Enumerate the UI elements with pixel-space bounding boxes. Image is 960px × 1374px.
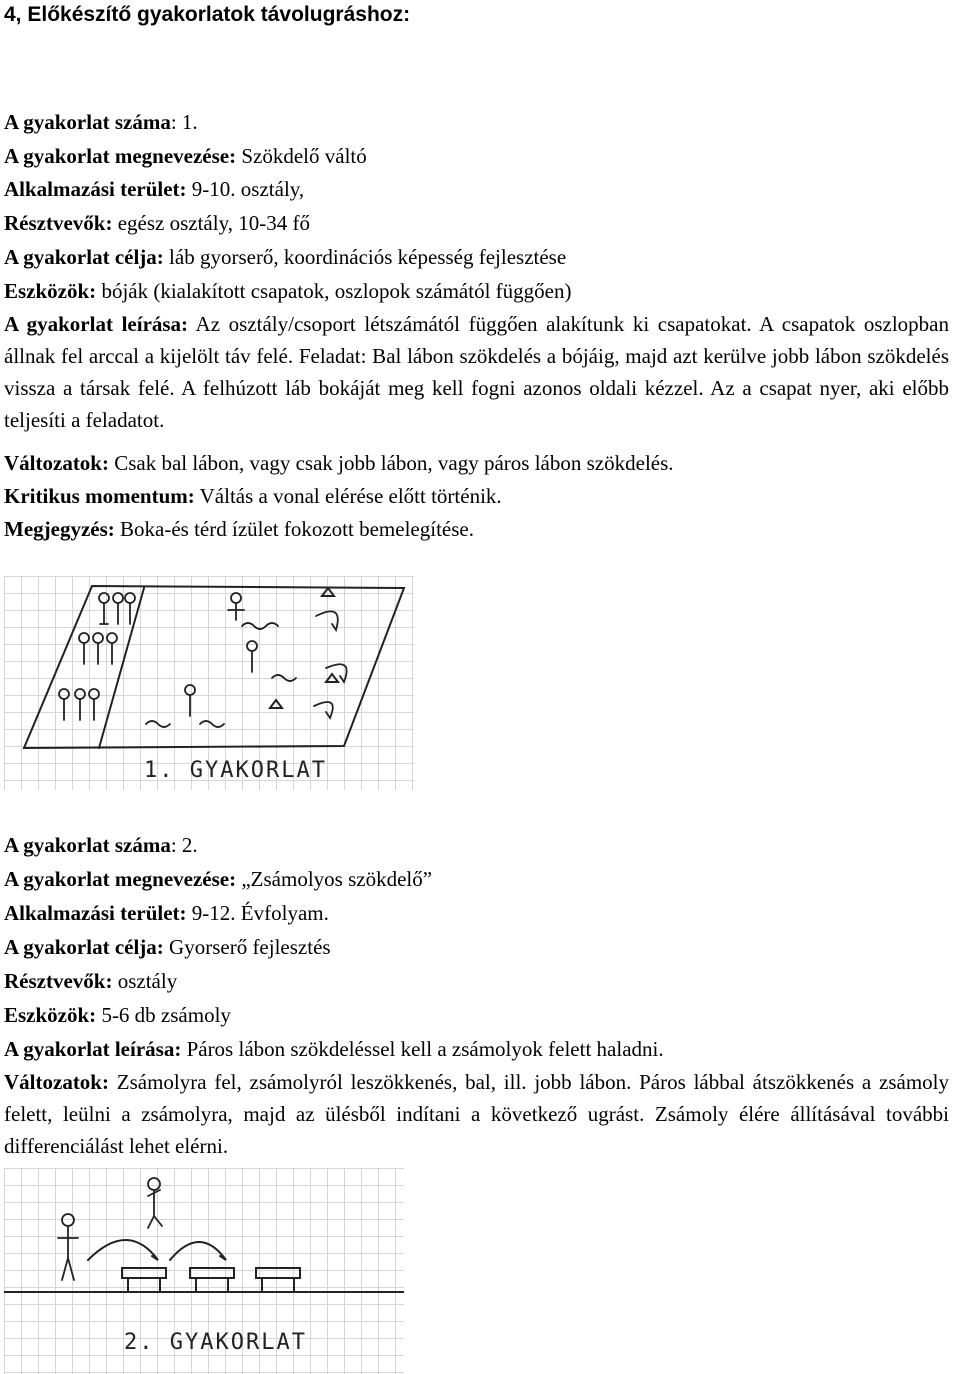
cone-marks [270,588,338,708]
ex2-name-label: A gyakorlat megnevezése: [4,867,237,891]
ex1-desc-label: A gyakorlat leírása: [4,312,189,336]
ex2-area-label: Alkalmazási terület: [4,901,187,925]
ex2-number-value: : 2. [170,833,198,857]
ex1-area-label: Alkalmazási terület: [4,177,187,201]
ex1-participants-line [4,211,310,235]
ex1-goal-line [4,245,566,269]
ex2-desc-label: A gyakorlat leírása: [4,1037,182,1061]
ex1-name-label: A gyakorlat megnevezése: [4,144,237,168]
ex2-name-value: „Zsámolyos szökdelő” [236,867,433,891]
ex2-variants-value: Zsámolyra fel, zsámolyról leszökkenés, bal, ill. jobb lábon. Páros lábbal átszökkenés a zsámoly felett, leülni a zsámolyra, majd az ülésből indítani a következő ugrást. Zsámoly élére állításával további differenciálást lehet elérni. [4,1070,949,1158]
ex2-number-line [4,833,198,857]
ex1-name-value: Szökdelő váltó [236,144,367,168]
ex1-critical-value: Váltás a vonal elérése előtt történik. [194,484,502,508]
ex2-area-line [4,901,329,925]
exercise-1-sketch [4,576,414,790]
ex2-area-value: 9-12. Évfolyam. [186,901,329,925]
bench-shapes [122,1268,300,1292]
ex1-area-value: 9-10. osztály, [186,177,305,201]
ex2-number-label: A gyakorlat száma [4,833,171,857]
jump-arc-1 [88,1240,158,1260]
ex2-participants-value: osztály [112,969,178,993]
ex1-tools-label: Eszközök: [4,279,97,303]
jump-arc-2 [170,1242,226,1260]
ex2-desc-value: Páros lábon szökdeléssel kell a zsámolyok felett haladni. [181,1037,664,1061]
ex1-area-line [4,177,304,201]
ex2-variants-label: Változatok: [4,1070,109,1094]
ex2-name-line [4,867,432,891]
ex2-tools-value: 5-6 db zsámoly [96,1003,231,1027]
start-line [99,588,144,748]
ex2-participants-label: Résztvevők: [4,969,113,993]
exercise-2-caption: 2. GYAKORLAT [124,1330,307,1355]
ex2-tools-label: Eszközök: [4,1003,97,1027]
ex1-variants-label: Változatok: [4,451,109,475]
ex1-number-line [4,110,198,134]
ex2-goal-value: Gyorserő fejlesztés [163,935,331,959]
ex1-desc-value: Az osztály/csoport létszámától függően alakítunk ki csapatokat. A csapatok oszlopban állnak fel arccal a kijelölt táv felé. Feladat: Bal lábon szökdelés a bójáig, majd azt kerülve jobb lábon szökdelés vissza a társak felé. A felhúzott láb bokáját meg kell fogni azonos oldali kézzel. Az a csapat nyer, aki előbb teljesíti a feladatot. [4,312,950,432]
ex1-participants-value: egész osztály, 10-34 fő [112,211,310,235]
exercise-1-caption: 1. GYAKORLAT [144,758,327,783]
ex1-critical-label: Kritikus momentum: [4,484,195,508]
ex1-description [4,308,949,436]
ex1-tools-value: bóják (kialakított csapatok, oszlopok számától függően) [96,279,572,303]
exercise-2-sketch [4,1168,404,1374]
section-heading: 4, Előkészítő gyakorlatok távolugráshoz: [4,3,411,26]
ex1-number-value: : 1. [170,110,198,134]
ex2-tools-line [4,1003,231,1027]
ex1-note-line [4,517,474,541]
ex2-desc-line [4,1037,664,1061]
ex1-tools-line [4,279,571,303]
team-stick-figures [59,593,135,720]
ex1-name-line [4,144,367,168]
hopping-paths [146,593,347,727]
ex1-variants-line [4,451,674,475]
ex1-variants-value: Csak bal lábon, vagy csak jobb lábon, vagy páros lábon szökdelés. [108,451,674,475]
ex2-variants [4,1066,949,1162]
ex1-note-label: Megjegyzés: [4,517,115,541]
ex2-participants-line [4,969,177,993]
ex1-note-value: Boka-és térd ízület fokozott bemelegítése. [114,517,474,541]
ex1-participants-label: Résztvevők: [4,211,113,235]
ex1-goal-value: láb gyorserő, koordinációs képesség fejlesztése [163,245,567,269]
ex2-goal-line [4,935,331,959]
jumper-figures [58,1178,162,1280]
field-outline [24,586,404,748]
ex1-goal-label: A gyakorlat célja: [4,245,164,269]
ex2-goal-label: A gyakorlat célja: [4,935,164,959]
ex1-critical-line [4,484,502,508]
ex1-number-label: A gyakorlat száma [4,110,171,134]
